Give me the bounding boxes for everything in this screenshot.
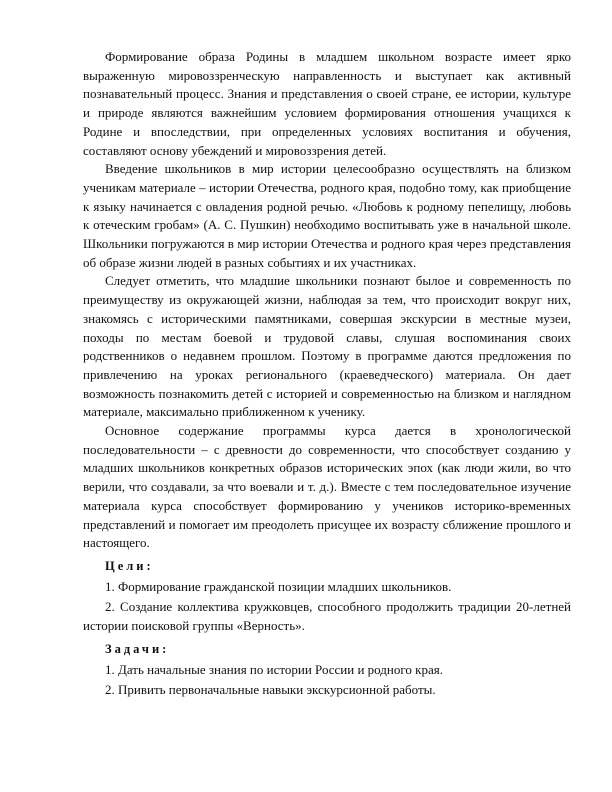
task-item: 2. Привить первоначальные навыки экскурсионной работы. [105,682,436,698]
tasks-heading: Задачи: [105,641,170,656]
document-page [83,48,571,700]
paragraph-course-content: Основное содержание программы курса дается в хронологической последовательности – с древности до современности, что способствует созданию у младших школьников конкретных образов исторических эпох (как люди жили, во что верили, что создавали, за что воевали и т. д.). Вместе с тем последовательное изучение материала курса способствует формированию у учеников историко-временных представлений и помогает им преодолеть присущее их возрасту сближение прошлого и настоящего. [83,423,571,551]
goals-heading: Цели: [105,558,154,573]
goal-item: 2. Создание коллектива кружковцев, способного продолжить традиции 20-летней истории поисковой группы «Верность». [83,599,571,634]
paragraph-homeland-image: Формирование образа Родины в младшем школьном возрасте имеет ярко выраженную мировоззренческую направленность и выступает как активный познавательный процесс. Знания и представления о своей стране, ее истории, культуре и природе являются важнейшим условием формирования отношения учащихся к Родине и впоследствии, при определенных условиях воспитания и обучения, составляют основу убеждений и мировоззрения детей. [83,49,571,158]
task-item: 1. Дать начальные знания по истории России и родного края. [105,661,443,677]
paragraph-introduction-history: Введение школьников в мир истории целесообразно осуществлять на близком ученикам материале – истории Отечества, родного края, подобно тому, как приобщение к языку начинается с овладения родной речью. «Любовь к родному пепелищу, любовь к отеческим гробам» (А. С. Пушкин) необходимо воспитывать уже в начальной школе. Школьники погружаются в мир истории Отечества и родного края через представления об образе жизни людей в разных событиях и их участниках. [83,161,571,270]
goal-item: 1. Формирование гражданской позиции младших школьников. [105,578,452,594]
paragraph-past-present: Следует отметить, что младшие школьники познают былое и современность по преимуществу из окружающей жизни, наблюдая за тем, что происходит вокруг них, знакомясь с историческими памятниками, совершая экскурсии в местные музеи, походы по местам боевой и трудовой славы, слушая воспоминания своих родственников о недавнем прошлом. Поэтому в программе даются предложения по привлечению на уроках регионального (краеведческого) материала. Он дает возможность познакомить детей с историей и современностью на близком и наглядном материале, максимально приближенном к ученику. [83,273,571,420]
